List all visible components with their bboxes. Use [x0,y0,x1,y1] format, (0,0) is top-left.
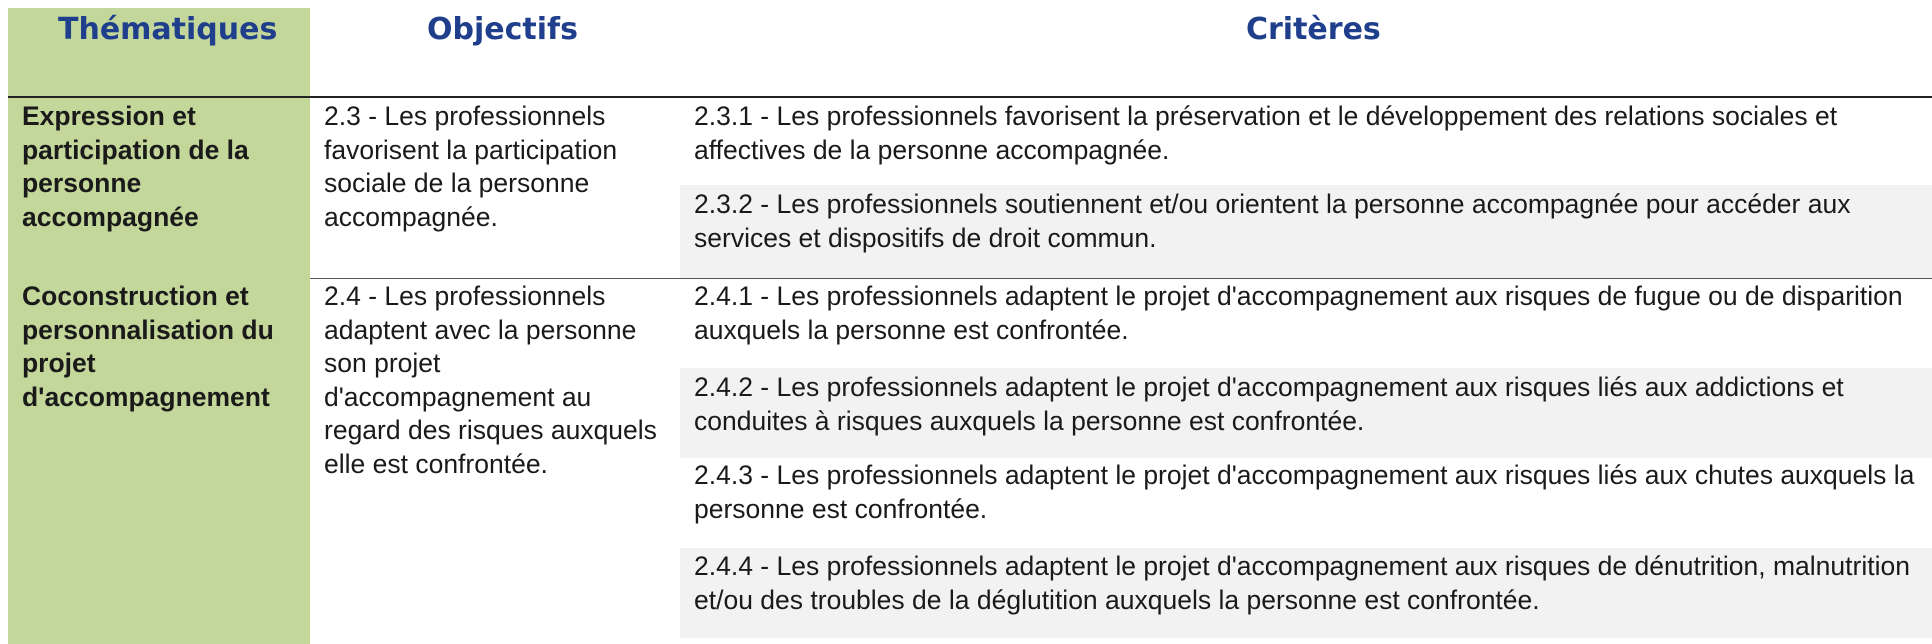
critere-cell: 2.4.4 - Les professionnels adaptent le projet d'accompagnement aux risques de dénutrition, malnutrition et/ou des troubles de la déglutition auxquels la personne est confrontée. [680,548,1932,638]
critere-cell: 2.3.2 - Les professionnels soutiennent et/ou orientent la personne accompagnée pour accéder aux services et dispositifs de droit commun. [680,185,1932,278]
header-thematiques: Thématiques [58,12,278,47]
thematique-cell: Coconstruction et personnalisation du projet d'accompagnement [22,281,274,412]
objectif-cell: 2.3 - Les professionnels favorisent la participation sociale de la personne accompagnée. [324,101,618,232]
critere-cell: 2.3.1 - Les professionnels favorisent la préservation et le développement des relations sociales et affectives de la personne accompagnée. [694,101,1838,165]
critere-cell: 2.4.1 - Les professionnels adaptent le projet d'accompagnement aux risques de fugue ou de disparition auxquels la personne est confrontée. [694,281,1903,345]
header-objectifs: Objectifs [427,12,578,47]
thematique-cell: Expression et participation de la personne accompagnée [22,101,249,232]
objectif-cell: 2.4 - Les professionnels adaptent avec la personne son projet d'accompagnement au regard des risques auxquels elle est confrontée. [324,281,657,479]
critere-cell: 2.4.3 - Les professionnels adaptent le projet d'accompagnement aux risques liés aux chutes auxquels la personne est confrontée. [694,460,1915,524]
header-criteres: Critères [1246,12,1381,47]
critere-cell: 2.4.2 - Les professionnels adaptent le projet d'accompagnement aux risques liés aux addictions et conduites à risques auxquels la personne est confrontée. [680,368,1932,458]
